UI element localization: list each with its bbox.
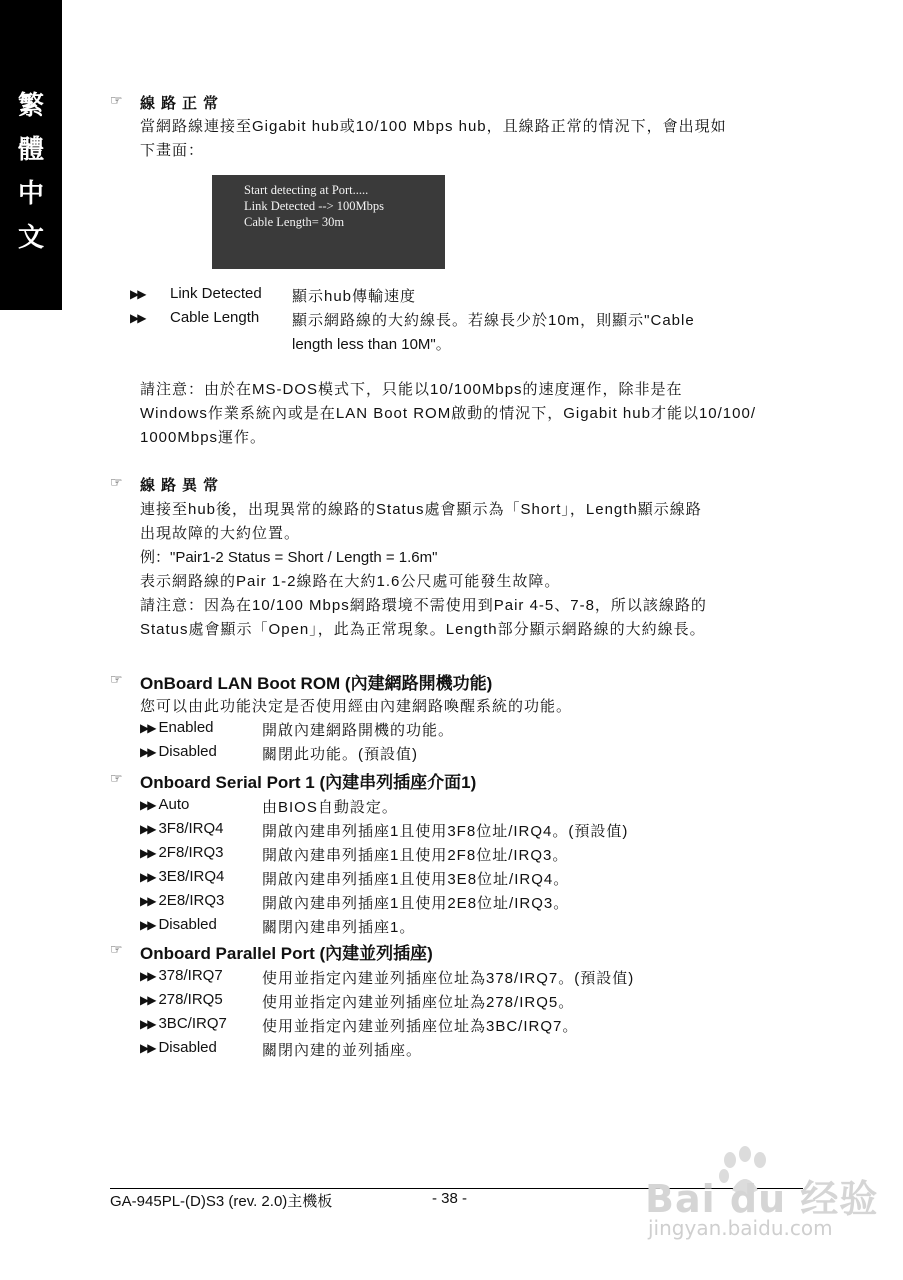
option-desc: 開啟內建串列插座1且使用3E8位址/IRQ4。 xyxy=(262,871,570,888)
option-desc: 使用並指定內建並列插座位址為278/IRQ5。 xyxy=(262,994,575,1011)
option-desc: 使用並指定內建並列插座位址為378/IRQ7。(預設值) xyxy=(262,970,635,987)
option-row xyxy=(140,844,224,861)
double-arrow-icon: ▶▶ xyxy=(140,822,155,836)
option-key: 2F8/IRQ3 xyxy=(158,844,224,861)
option-row xyxy=(140,719,214,736)
side-tab-char: 文 xyxy=(17,223,44,253)
double-arrow-icon: ▶▶ xyxy=(140,918,155,932)
double-arrow-icon: ▶▶ xyxy=(140,846,155,860)
section-title-serial: Onboard Serial Port 1 (內建串列插座介面1) xyxy=(140,773,477,792)
option-desc: 使用並指定內建並列插座位址為3BC/IRQ7。 xyxy=(262,1018,579,1035)
paragraph-line: 下畫面： xyxy=(140,142,205,159)
item-key: Cable Length xyxy=(170,309,260,326)
option-desc: 開啟內建網路開機的功能。 xyxy=(262,722,455,739)
option-desc: 關閉此功能。(預設值) xyxy=(262,746,418,763)
section-title-link-abnormal: 線路異常 xyxy=(140,477,225,494)
option-desc: 關閉內建串列插座1。 xyxy=(262,919,416,936)
paragraph-line: 連接至hub後，出現異常的線路的Status處會顯示為「Short」，Length顯示線路 xyxy=(140,501,702,518)
side-tab-char: 中 xyxy=(17,179,44,209)
console-line: Link Detected --> 100Mbps xyxy=(244,199,385,213)
double-arrow-icon: ▶▶ xyxy=(140,798,155,812)
language-side-tab xyxy=(0,0,62,310)
double-arrow-icon: ▶▶ xyxy=(140,993,155,1007)
pointing-hand-icon: ☞ xyxy=(110,941,123,957)
paragraph-line: 請注意：因為在10/100 Mbps網路環境不需使用到Pair 4-5、7-8，所以該線路的 xyxy=(140,597,707,614)
side-tab-char: 體 xyxy=(17,135,44,165)
option-key: 378/IRQ7 xyxy=(158,967,223,984)
item-key: Link Detected xyxy=(170,285,262,302)
option-row xyxy=(140,820,224,837)
pointing-hand-icon: ☞ xyxy=(110,671,123,687)
option-desc: 由BIOS自動設定。 xyxy=(262,799,398,816)
section-title-parallel: Onboard Parallel Port (內建並列插座) xyxy=(140,944,433,963)
paragraph-line: Status處會顯示「Open」，此為正常現象。Length部分顯示網路線的大約線長。 xyxy=(140,621,706,638)
option-key: Disabled xyxy=(158,916,217,933)
footer-model: GA-945PL-(D)S3 (rev. 2.0)主機板 xyxy=(110,1193,333,1210)
paragraph-line: 出現故障的大約位置。 xyxy=(140,525,301,542)
section-desc: 您可以由此功能決定是否使用經由內建網路喚醒系統的功能。 xyxy=(140,698,573,715)
double-arrow-icon: ▶▶ xyxy=(140,745,155,759)
option-row xyxy=(140,1039,217,1056)
section-title-lan-boot: OnBoard LAN Boot ROM (內建網路開機功能) xyxy=(140,674,493,693)
option-desc: 開啟內建串列插座1且使用2E8位址/IRQ3。 xyxy=(262,895,570,912)
paragraph-line: 表示網路線的Pair 1-2線路在大約1.6公尺處可能發生故障。 xyxy=(140,573,561,590)
option-row xyxy=(140,743,217,760)
watermark-url: jingyan.baidu.com xyxy=(648,1216,833,1240)
double-arrow-icon: ▶▶ xyxy=(140,721,155,735)
double-arrow-icon: ▶▶ xyxy=(130,311,145,325)
pointing-hand-icon: ☞ xyxy=(110,770,123,786)
console-line: Cable Length= 30m xyxy=(244,215,345,229)
option-key: 2E8/IRQ3 xyxy=(158,892,225,909)
double-arrow-icon: ▶▶ xyxy=(140,894,155,908)
option-row xyxy=(140,796,189,813)
double-arrow-icon: ▶▶ xyxy=(140,969,155,983)
option-desc: 開啟內建串列插座1且使用3F8位址/IRQ4。(預設值) xyxy=(262,823,629,840)
option-row xyxy=(140,916,217,933)
option-key: 278/IRQ5 xyxy=(158,991,223,1008)
option-key: Enabled xyxy=(158,719,214,736)
pointing-hand-icon: ☞ xyxy=(110,474,123,490)
console-line: Start detecting at Port..... xyxy=(244,183,369,197)
item-desc: 顯示網路線的大約線長。若線長少於10m，則顯示"Cable xyxy=(292,312,695,329)
option-desc: 關閉內建的並列插座。 xyxy=(262,1042,423,1059)
double-arrow-icon: ▶▶ xyxy=(130,287,145,301)
option-row xyxy=(140,991,223,1008)
option-key: Auto xyxy=(158,796,190,813)
side-tab-char: 繁 xyxy=(17,91,44,121)
option-desc: 開啟內建串列插座1且使用2F8位址/IRQ3。 xyxy=(262,847,569,864)
option-row xyxy=(140,1015,227,1032)
option-row xyxy=(140,967,223,984)
option-row xyxy=(140,868,224,885)
option-key: Disabled xyxy=(158,1039,217,1056)
double-arrow-icon: ▶▶ xyxy=(140,870,155,884)
note-line: Windows作業系統內或是在LAN Boot ROM啟動的情況下，Gigabit hub才能以10/100/ xyxy=(140,405,756,422)
paragraph-line: 當網路線連接至Gigabit hub或10/100 Mbps hub，且線路正常的情況下，會出現如 xyxy=(140,118,727,135)
option-key: 3F8/IRQ4 xyxy=(158,820,224,837)
note-line: 1000Mbps運作。 xyxy=(140,429,267,446)
double-arrow-icon: ▶▶ xyxy=(140,1041,155,1055)
pointing-hand-icon: ☞ xyxy=(110,92,123,108)
item-desc: 顯示hub傳輸速度 xyxy=(292,288,417,305)
note-line: 請注意：由於在MS-DOS模式下，只能以10/100Mbps的速度運作，除非是在 xyxy=(140,381,683,398)
double-arrow-icon: ▶▶ xyxy=(140,1017,155,1031)
option-row xyxy=(140,892,224,909)
option-key: Disabled xyxy=(158,743,217,760)
list-item xyxy=(130,285,148,302)
page-number: - 38 - xyxy=(432,1190,468,1207)
paragraph-line: 例："Pair1-2 Status = Short / Length = 1.6m" xyxy=(140,549,438,566)
console-screen xyxy=(212,175,445,269)
option-key: 3E8/IRQ4 xyxy=(158,868,225,885)
option-key: 3BC/IRQ7 xyxy=(158,1015,227,1032)
list-item xyxy=(130,309,148,326)
section-title-link-normal: 線路正常 xyxy=(140,95,225,112)
watermark-logo: Bai du 经验 xyxy=(645,1177,879,1221)
item-desc-cont: length less than 10M"。 xyxy=(292,336,451,353)
